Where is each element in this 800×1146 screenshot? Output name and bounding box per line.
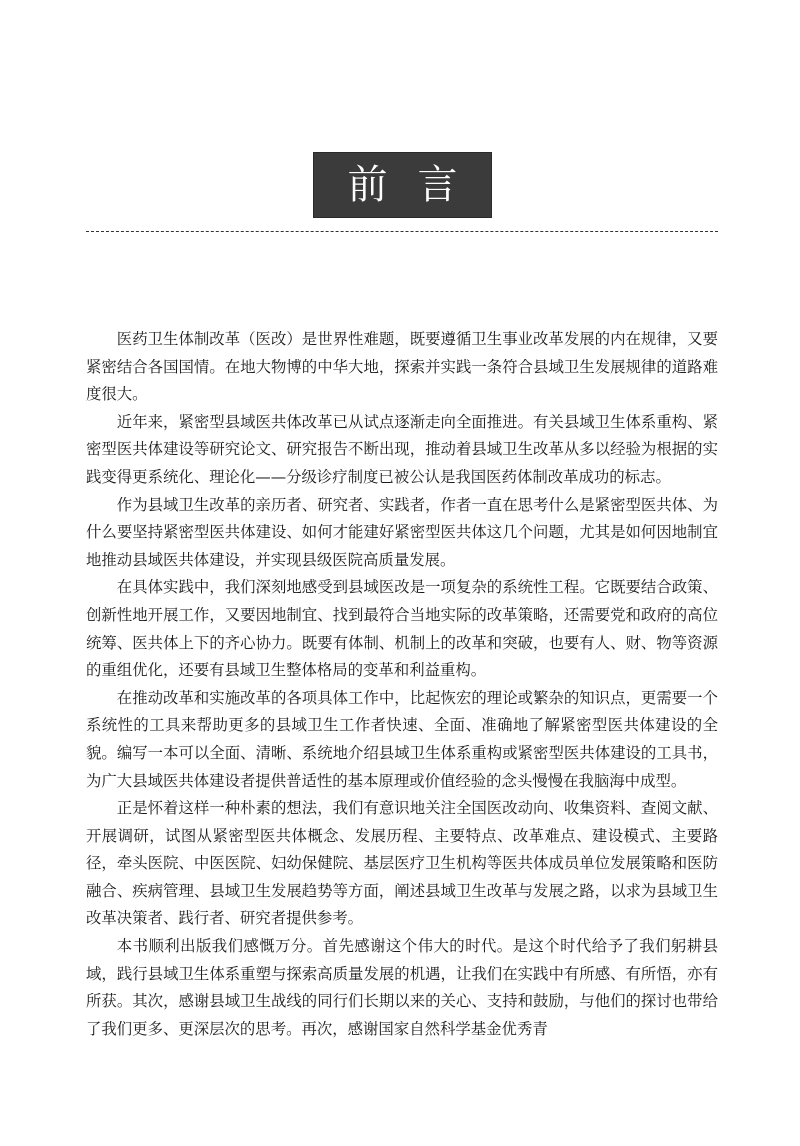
page-title-box: [313, 152, 492, 218]
paragraph: 本书顺利出版我们感慨万分。首先感谢这个伟大的时代。是这个时代给予了我们躬耕县域，践行县域卫生体系重塑与探索高质量发展的机遇，让我们在实践中有所感、有所悟，亦有所获。其次，感谢县域卫生战线的同行们长期以来的关心、支持和鼓励，与他们的探讨也带给了我们更多、更深层次的思考。再次，感谢国家自然科学基金优秀青: [86, 937, 718, 1038]
paragraph: 作为县域卫生改革的亲历者、研究者、实践者，作者一直在思考什么是紧密型医共体、为什么要坚持紧密型医共体建设、如何才能建好紧密型医共体这几个问题，尤其是如何因地制宜地推动县域医共体建设，并实现县级医院高质量发展。: [86, 495, 718, 569]
paragraph: 正是怀着这样一种朴素的想法，我们有意识地关注全国医改动向、收集资料、查阅文献、开展调研，试图从紧密型医共体概念、发展历程、主要特点、改革难点、建设模式、主要路径，牵头医院、中医医院、妇幼保健院、基层医疗卫生机构等医共体成员单位发展策略和医防融合、疾病管理、县域卫生发展趋势等方面，阐述县域卫生改革与发展之路，以求为县域卫生改革决策者、践行者、研究者提供参考。: [86, 799, 718, 928]
paragraph: 在具体实践中，我们深刻地感受到县域医改是一项复杂的系统性工程。它既要结合政策、创新性地开展工作，又要因地制宜、找到最符合当地实际的改革策略，还需要党和政府的高位统筹、医共体上下的齐心协力。既要有体制、机制上的改革和突破，也要有人、财、物等资源的重组优化，还要有县域卫生整体格局的变革和利益重构。: [86, 578, 718, 680]
paragraph: 医药卫生体制改革（医改）是世界性难题，既要遵循卫生事业改革发展的内在规律，又要紧密结合各国国情。在地大物博的中华大地，探索并实践一条符合县域卫生发展规律的道路难度很大。: [86, 330, 718, 404]
dashed-divider: [86, 231, 718, 232]
paragraph: 近年来，紧密型县域医共体改革已从试点逐渐走向全面推进。有关县域卫生体系重构、紧密型医共体建设等研究论文、研究报告不断出现，推动着县域卫生改革从多以经验为根据的实践变得更系统化、理论化——分级诊疗制度已被公认是我国医药体制改革成功的标志。: [86, 412, 718, 486]
preface-body: [86, 326, 718, 1043]
page-title: 前言: [347, 162, 488, 208]
paragraph: 在推动改革和实施改革的各项具体工作中，比起恢宏的理论或繁杂的知识点，更需要一个系统性的工具来帮助更多的县域卫生工作者快速、全面、准确地了解紧密型医共体建设的全貌。编写一本可以全面、清晰、系统地介绍县域卫生体系重构或紧密型医共体建设的工具书，为广大县域医共体建设者提供普适性的基本原理或价值经验的念头慢慢在我脑海中成型。: [86, 688, 718, 790]
